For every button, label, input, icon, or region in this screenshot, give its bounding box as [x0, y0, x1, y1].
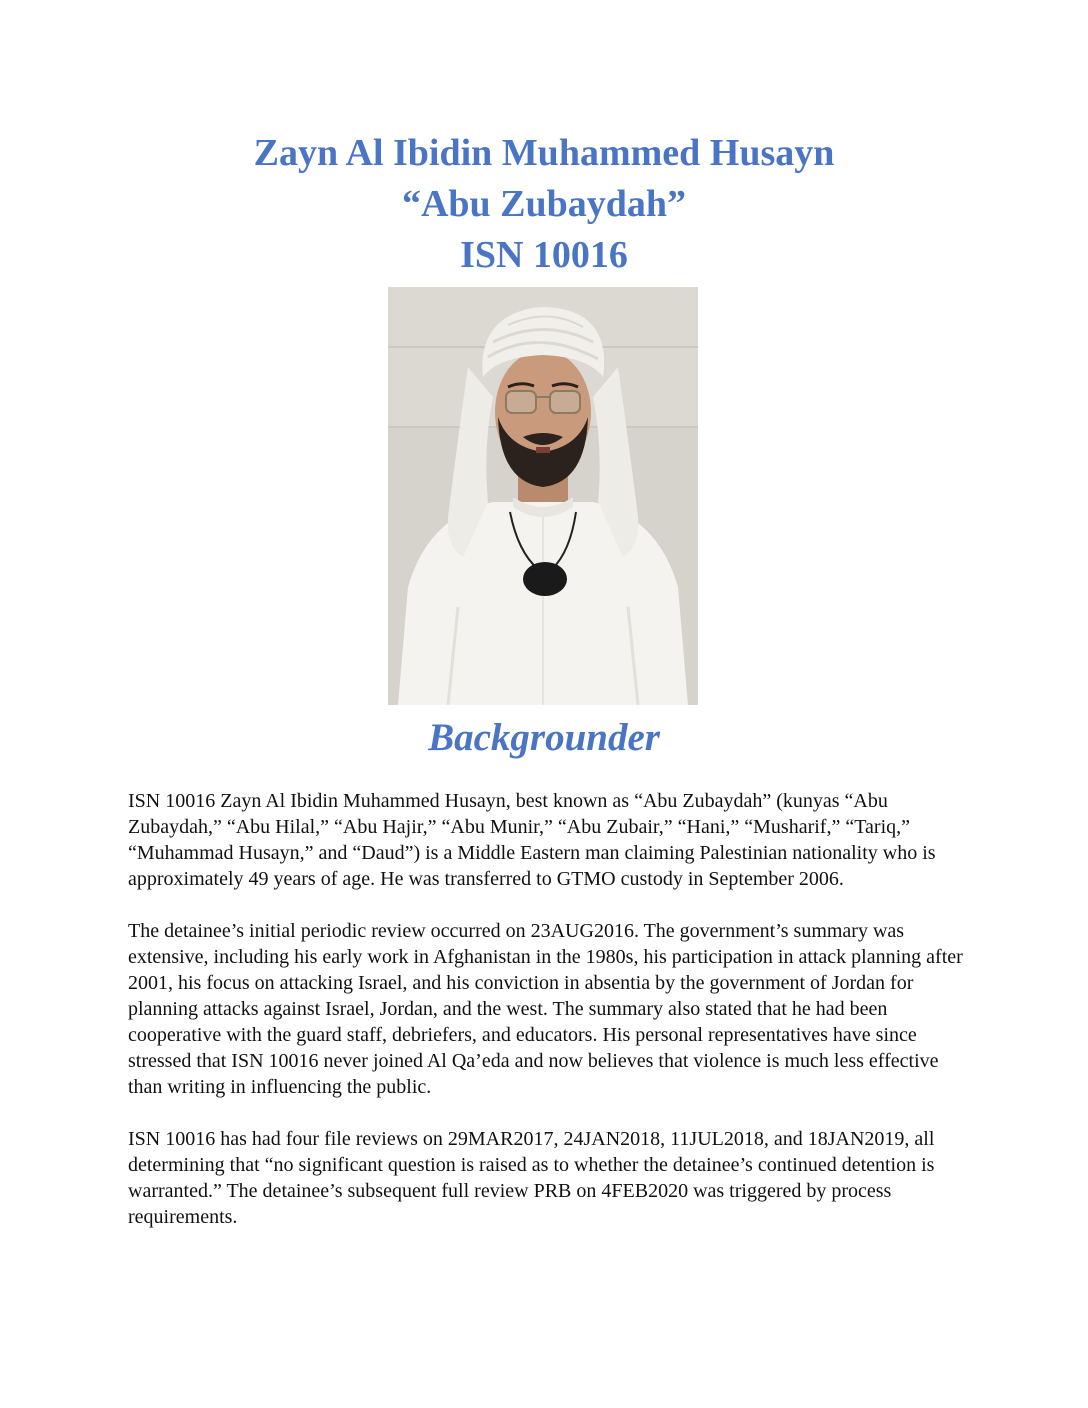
paragraph-intro: ISN 10016 Zayn Al Ibidin Muhammed Husayn, best known as “Abu Zubaydah” (kunyas “Abu Zubaydah,” “Abu Hilal,” “Abu Hajir,” “Abu Munir,” “Abu Zubair,” “Hani,” “Musharif,” “Tariq,” “Muhammad Husayn,” and “Daud”) is a Middle Eastern man claiming Palestinian nationality who is approximately 49 years of age. He was transferred to GTMO custody in September 2006.: [128, 790, 936, 890]
document-title: [0, 128, 1088, 281]
body-text: [128, 788, 968, 1256]
section-heading: Backgrounder: [428, 716, 660, 759]
paragraph-file-reviews: ISN 10016 has had four file reviews on 29MAR2017, 24JAN2018, 11JUL2018, and 18JAN2019, all determining that “no significant question is raised as to whether the detainee’s continued detention is warranted.” The detainee’s subsequent full review PRB on 4FEB2020 was triggered by process requirements.: [128, 1128, 935, 1228]
detainee-photo-illustration: [388, 287, 698, 705]
title-name: Zayn Al Ibidin Muhammed Husayn: [253, 132, 835, 174]
detainee-photo: [388, 287, 698, 705]
paragraph-initial-review: The detainee’s initial periodic review occurred on 23AUG2016. The government’s summary was extensive, including his early work in Afghanistan in the 1980s, his participation in attack planning after 2001, his focus on attacking Israel, and his conviction in absentia by the government of Jordan for planning attacks against Israel, Jordan, and the west. The summary also stated that he had been cooperative with the guard staff, debriefers, and educators. His personal representatives have since stressed that ISN 10016 never joined Al Qa’eda and now believes that violence is much less effective than writing in influencing the public.: [128, 920, 963, 1098]
title-alias: “Abu Zubaydah”: [401, 183, 687, 225]
title-isn: ISN 10016: [460, 234, 628, 276]
